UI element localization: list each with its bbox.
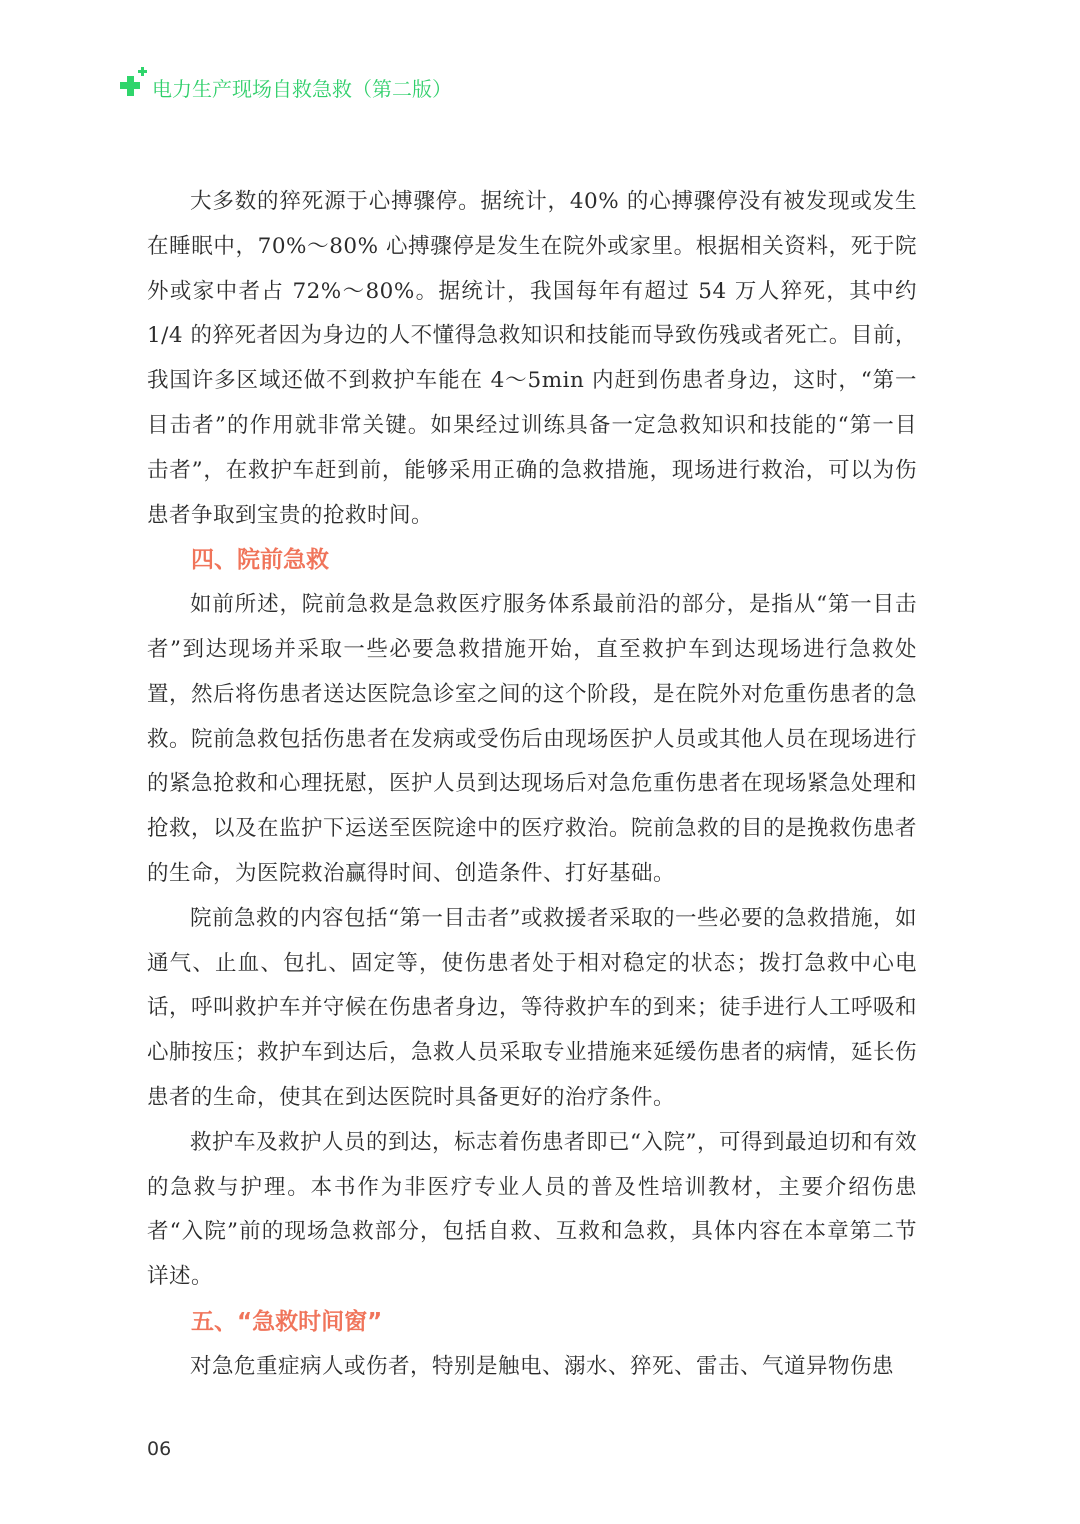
paragraph-prehospital-content: 院前急救的内容包括“第一目击者”或救援者采取的一些必要的急救措施，如通气、止血、包扎、固定等，使伤患者处于相对稳定的状态；拨打急救中心电话，呼叫救护车并守候在伤患者身边，等待救护车的到来；徒手进行人工呼吸和心肺按压；救护车到达后，急救人员采取专业措施来延缓伤患者的病情，延长伤患者的生命，使其在到达医院时具备更好的治疗条件。 (147, 905, 918, 1110)
paragraph-time-window: 对急危重症病人或伤者，特别是触电、溺水、猝死、雷击、气道异物伤患 (190, 1353, 895, 1379)
book-title: 电力生产现场自救急救（第二版） (152, 76, 452, 101)
page-number: 06 (147, 1438, 172, 1460)
section-heading-time-window: 五、“急救时间窗” (191, 1308, 383, 1335)
running-header (118, 62, 452, 102)
section-heading-prehospital: 四、院前急救 (191, 547, 329, 574)
paragraph-prehospital-definition: 如前所述，院前急救是急救医疗服务体系最前沿的部分，是指从“第一目击者”到达现场并采取一些必要急救措施开始，直至救护车到达现场进行急救处置，然后将伤患者送达医院急诊室之间的这个阶段，是在院外对危重伤患者的急救。院前急救包括伤患者在发病或受伤后由现场医护人员或其他人员在现场进行的紧急抢救和心理抚慰，医护人员到达现场后对急危重伤患者在现场紧急处理和抢救，以及在监护下运送至医院途中的医疗救治。院前急救的目的是挽救伤患者的生命，为医院救治赢得时间、创造条件、打好基础。 (147, 592, 918, 886)
medical-cross-icon (118, 65, 148, 99)
page-body (147, 180, 917, 1390)
paragraph-sudden-death-stats: 大多数的猝死源于心搏骤停。据统计，40% 的心搏骤停没有被发现或发生在睡眠中，70%～80% 心搏骤停是发生在院外或家里。根据相关资料，死于院外或家中者占 72%～80%。据统计，我国每年有超过 54 万人猝死，其中约 1/4 的猝死者因为身边的人不懂得急救知识和技能而导致伤残或者死亡。目前，我国许多区域还做不到救护车能在 4～5min 内赶到伤患者身边，这时，“第一目击者”的作用就非常关键。如果经过训练具备一定急救知识和技能的“第一目击者”，在救护车赶到前，能够采用正确的急救措施，现场进行救治，可以为伤患者争取到宝贵的抢救时间。 (147, 189, 917, 528)
paragraph-ambulance-arrival: 救护车及救护人员的到达，标志着伤患者即已“入院”，可得到最迫切和有效的急救与护理。本书作为非医疗专业人员的普及性培训教材，主要介绍伤患者“入院”前的现场急救部分，包括自救、互救和急救，具体内容在本章第二节详述。 (147, 1129, 917, 1290)
